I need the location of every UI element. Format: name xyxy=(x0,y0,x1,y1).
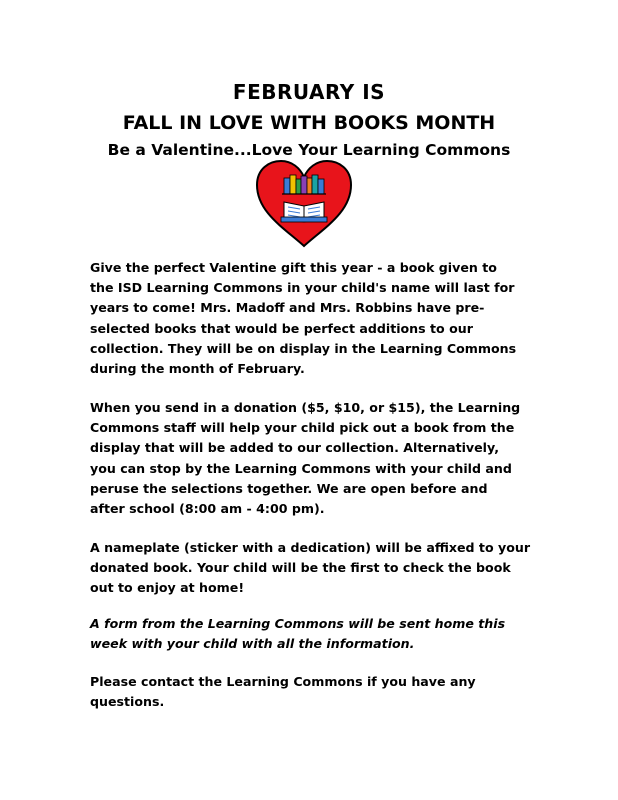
text-line: selected books that would be perfect additions to our xyxy=(90,320,473,336)
text-line: the ISD Learning Commons in your child's name will last for xyxy=(90,280,515,296)
text-line: When you send in a donation ($5, $10, or $15), the Learning xyxy=(90,400,521,415)
text-line: years to come! Mrs. Madoff and Mrs. Robbins have pre- xyxy=(90,300,485,316)
text-line: display that will be added to our collection. Alternatively, xyxy=(90,440,500,456)
text-line: Commons staff will help your child pick out a book from the xyxy=(90,420,515,436)
text-line: Give the perfect Valentine gift this year - a book given to xyxy=(90,260,497,275)
text-line: questions. xyxy=(90,694,165,710)
text-line: you can stop by the Learning Commons with your child and xyxy=(90,460,512,476)
text-line: A form from the Learning Commons will be sent home this xyxy=(90,616,506,631)
text-line: A nameplate (sticker with a dedication) will be affixed to your xyxy=(90,540,531,555)
paragraph-contact xyxy=(90,672,530,712)
paragraph-nameplate xyxy=(90,538,530,599)
heart-with-books-icon xyxy=(254,160,354,248)
text-line: Please contact the Learning Commons if you have any xyxy=(90,674,476,689)
text-line: collection. They will be on display in the Learning Commons xyxy=(90,340,517,356)
paragraph-donation xyxy=(90,398,530,519)
text-line: peruse the selections together. We are open before and xyxy=(90,480,488,496)
text-line: out to enjoy at home! xyxy=(90,580,245,596)
heading-february-is: FEBRUARY IS xyxy=(232,80,386,104)
subheading-valentine: Be a Valentine...Love Your Learning Commons xyxy=(107,141,511,159)
text-line: during the month of February. xyxy=(90,361,305,377)
heading-fall-in-love: FALL IN LOVE WITH BOOKS MONTH xyxy=(122,112,496,134)
paragraph-form-notice xyxy=(90,614,530,654)
text-line: donated book. Your child will be the first to check the book xyxy=(90,560,511,576)
text-line: week with your child with all the information. xyxy=(90,636,415,652)
text-line: after school (8:00 am - 4:00 pm). xyxy=(90,501,325,517)
paragraph-gift xyxy=(90,258,530,379)
